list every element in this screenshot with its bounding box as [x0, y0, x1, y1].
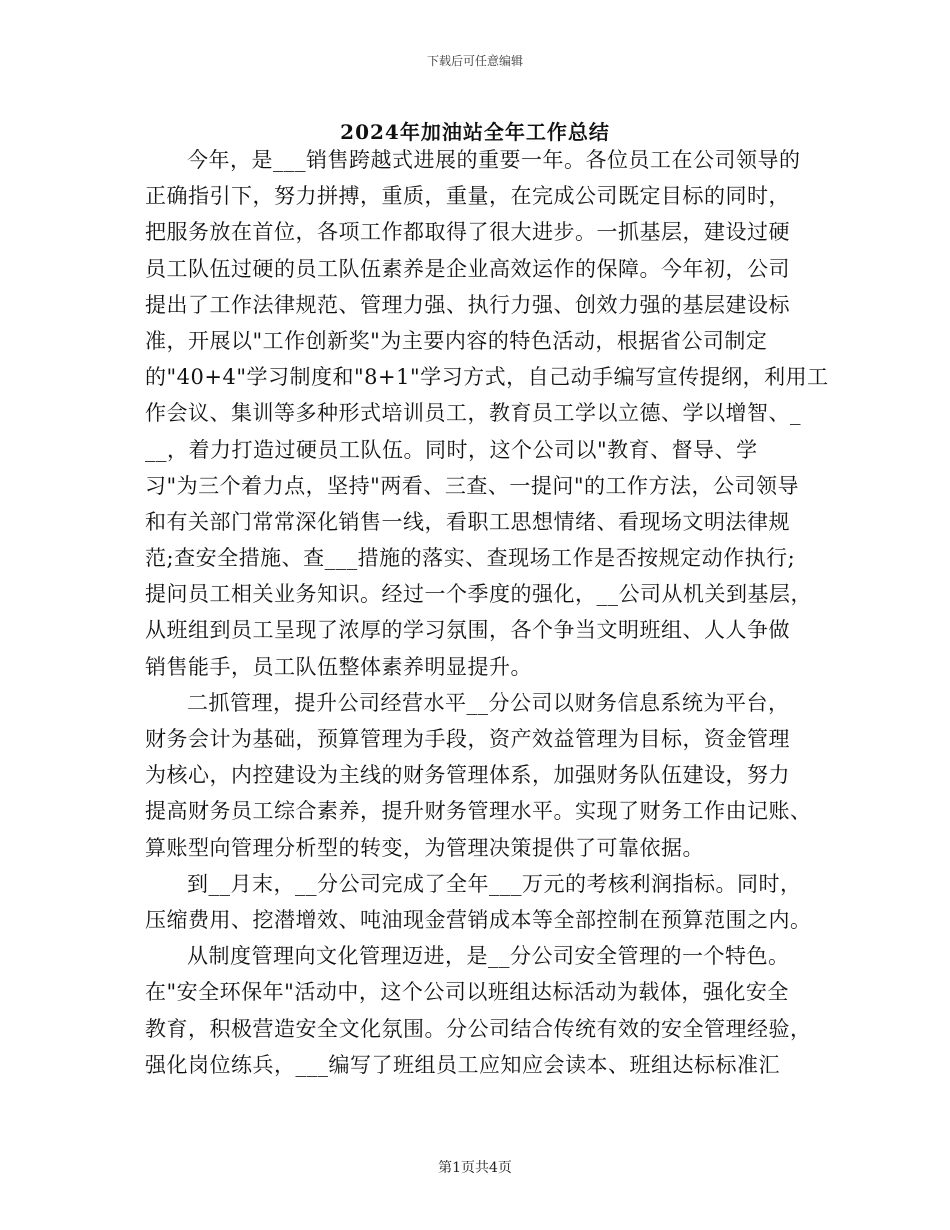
text-line: 压缩费用、挖潜增效、吨油现金营销成本等全部控制在预算范围之内。 [145, 907, 812, 932]
text-line: 财务会计为基础，预算管理为手段，资产效益管理为目标，资金管理 [145, 727, 790, 751]
text-line: 销售能手，员工队伍整体素养明显提升。 [145, 654, 532, 679]
text-line: 算账型向管理分析型的转变，为管理决策提供了可靠依据。 [145, 835, 704, 860]
text-line: 的"40+4"学习制度和"8+1"学习方式，自己动手编写宣传提纲，利用工 [145, 365, 829, 390]
page-header: 下载后可任意编辑 [426, 54, 523, 68]
document-title: 2024年加油站全年工作总结 [340, 120, 610, 144]
text-line: 员工队伍过硬的员工队伍素养是企业高效运作的保障。今年初，公司 [145, 256, 790, 281]
text-line: 习"为三个着力点，坚持"两看、三查、一提问"的工作方法，公司领导 [145, 473, 799, 498]
text-line: 到__月末，__分公司完成了全年___万元的考核利润指标。同时， [187, 871, 802, 896]
text-line: 准，开展以"工作创新奖"为主要内容的特色活动，根据省公司制定 [145, 328, 768, 353]
text-line: 把服务放在首位，各项工作都取得了很大进步。一抓基层，建设过硬 [145, 220, 790, 245]
text-line: 强化岗位练兵，___编写了班组员工应知应会读本、班组达标标准汇 [145, 1052, 780, 1077]
text-line: 正确指引下，努力拼搏，重质，重量，在完成公司既定目标的同时， [145, 184, 790, 209]
text-line: 从班组到员工呈现了浓厚的学习氛围，各个争当文明班组、人人争做 [145, 618, 790, 643]
text-line: 教育，积极营造安全文化氛围。分公司结合传统有效的安全管理经验， [145, 1016, 812, 1041]
text-line: 在"安全环保年"活动中，这个公司以班组达标活动为载体，强化安全 [145, 980, 789, 1005]
text-line: 为核心，内控建设为主线的财务管理体系，加强财务队伍建设，努力 [145, 763, 790, 788]
text-line: 作会议、集训等多种形式培训员工，教育员工学以立德、学以增智、_ [145, 401, 801, 426]
text-line: 今年，是___销售跨越式进展的重要一年。各位员工在公司领导的 [187, 148, 801, 172]
text-line: 提高财务员工综合素养，提升财务管理水平。实现了财务工作由记账、 [145, 799, 812, 824]
text-line: 提问员工相关业务知识。经过一个季度的强化，__公司从机关到基层， [145, 582, 812, 607]
text-line: 范;查安全措施、查___措施的落实、查现场工作是否按规定动作执行; [145, 546, 796, 571]
text-line: 和有关部门常常深化销售一线，看职工思想情绪、看现场文明法律规 [145, 509, 790, 534]
text-line: 从制度管理向文化管理迈进，是__分公司安全管理的一个特色。 [187, 944, 790, 969]
page-footer: 第1页共4页 [438, 1160, 512, 1176]
text-line: __，着力打造过硬员工队伍。同时，这个公司以"教育、督导、学 [145, 437, 758, 462]
text-line: 二抓管理，提升公司经营水平__分公司以财务信息系统为平台， [187, 690, 790, 715]
document-body [145, 142, 829, 1083]
text-line: 提出了工作法律规范、管理力强、执行力强、创效力强的基层建设标 [145, 292, 790, 317]
